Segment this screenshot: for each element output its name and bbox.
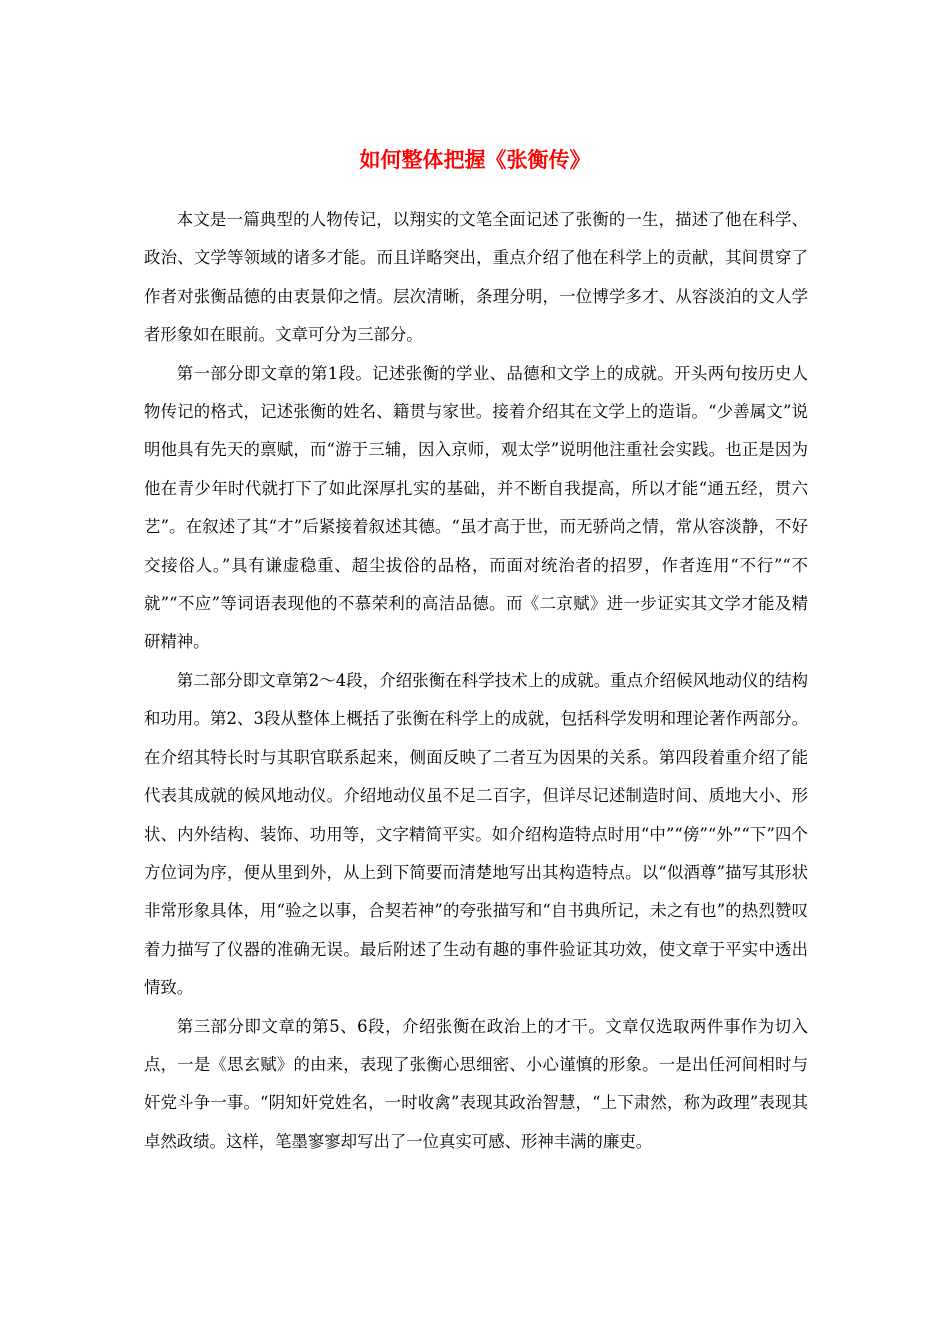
paragraph-part-three: 第三部分即文章的第5、6段，介绍张衡在政治上的才干。文章仅选取两件事作为切入点，一是《思玄赋》的由来，表现了张衡心思细密、小心谨慎的形象。一是出任河间相时与奸党斗争一事。“阴知奸党姓名，一时收禽”表现其政治智慧，“上下肃然，称为政理”表现其卓然政绩。这样，笔墨寥寥却写出了一位真实可感、形神丰满的廉吏。 — [144, 1016, 808, 1151]
paragraph-part-one: 第一部分即文章的第1段。记述张衡的学业、品德和文学上的成就。开头两句按历史人物传记的格式，记述张衡的姓名、籍贯与家世。接着介绍其在文学上的造诣。“少善属文”说明他具有先天的禀赋，而“游于三辅，因入京师，观太学”说明他注重社会实践。也正是因为他在青少年时代就打下了如此深厚扎实的基础，并不断自我提高，所以才能“通五经，贯六艺”。在叙述了其“才”后紧接着叙述其德。“虽才高于世，而无骄尚之情，常从容淡静，不好交接俗人。”具有谦虚稳重、超尘拔俗的品格，而面对统治者的招罗，作者连用“不行”“不就”“不应”等词语表现他的不慕荣利的高洁品德。而《二京赋》进一步证实其文学才能及精研精神。 — [144, 363, 808, 652]
paragraph-part-two: 第二部分即文章第2～4段，介绍张衡在科学技术上的成就。重点介绍候风地动仪的结构和功用。第2、3段从整体上概括了张衡在科学上的成就，包括科学发明和理论著作两部分。在介绍其特长时与其职官联系起来，侧面反映了二者互为因果的关系。第四段着重介绍了能代表其成就的候风地动仪。介绍地动仪虽不足二百字，但详尽记述制造时间、质地大小、形状、内外结构、装饰、功用等，文字精简平实。如介绍构造特点时用“中”“傍”“外”“下”四个方位词为序，便从里到外，从上到下简要而清楚地写出其构造特点。以“似酒尊”描写其形状非常形象具体，用“验之以事，合契若神”的夸张描写和“自书典所记，未之有也”的热烈赞叹着力描写了仪器的准确无误。最后附述了生动有趣的事件验证其功效，使文章于平实中透出情致。 — [144, 670, 808, 998]
document-body — [144, 201, 808, 1161]
document-title: 如何整体把握《张衡传》 — [359, 147, 591, 172]
paragraph-intro: 本文是一篇典型的人物传记，以翔实的文笔全面记述了张衡的一生，描述了他在科学、政治、文学等领域的诸多才能。而且详略突出，重点介绍了他在科学上的贡献，其间贯穿了作者对张衡品德的由衷景仰之情。层次清晰，条理分明，一位博学多才、从容淡泊的文人学者形象如在眼前。文章可分为三部分。 — [144, 210, 808, 345]
